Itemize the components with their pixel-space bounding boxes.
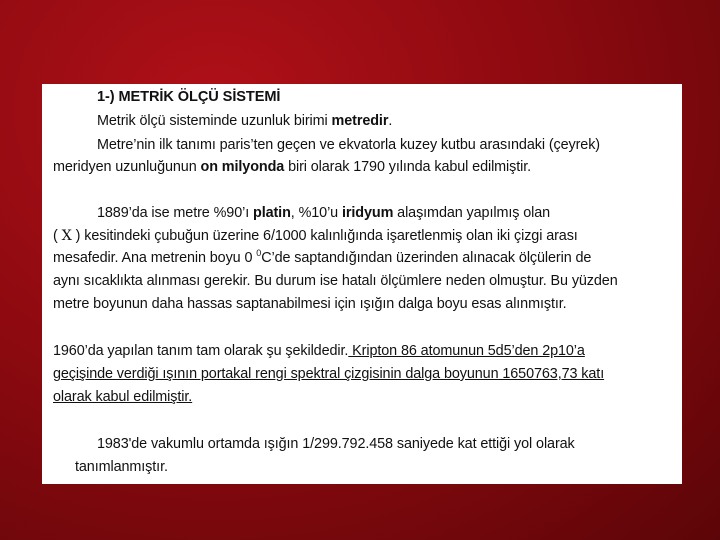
p3-line-2 (53, 227, 578, 245)
paragraph-1 (97, 112, 392, 130)
p2-line-1: Metre’nin ilk tanımı paris’ten geçen ve ekvatorla kuzey kutbu arasındaki (çeyrek) (97, 137, 601, 153)
p2-l2-a: meridyen uzunluğunun (53, 159, 201, 175)
p3-line-4: aynı sıcaklıkta alınması gerekir. Bu durum ise hatalı ölçümlere neden olmuştur. Bu yüzden (53, 273, 618, 289)
section-heading: 1-) METRİK ÖLÇÜ SİSTEMİ (97, 89, 281, 105)
p3-l2-b: ) kesitindeki çubuğun üzerine 6/1000 kalınlığında işaretlenmiş olan iki çizgi arası (71, 228, 578, 244)
p5-line-2: tanımlanmıştır. (75, 459, 168, 475)
p2-l2-c: biri olarak 1790 yılında kabul edilmiştir. (284, 159, 532, 175)
p3-l3-degree-sup: 0 (256, 248, 262, 258)
p4-line-1 (53, 342, 585, 360)
p3-line-5: metre boyunun daha hassas saptanabilmesi için ışığın dalga boyu esas alınmıştır. (53, 296, 567, 312)
p4-l1-underlined: Kripton 86 atomunun 5d5’den 2p10’a (348, 343, 585, 359)
p3-l1-e: alaşımdan yapılmış olan (393, 205, 551, 221)
p4-line-3: olarak kabul edilmiştir. (53, 389, 193, 405)
p3-l2-x-symbol: X (61, 228, 72, 244)
p3-l3-b: C’de saptandığından üzerinden alınacak ölçülerin de (261, 250, 592, 266)
p5-line-1: 1983'de vakumlu ortamda ışığın 1/299.792.458 saniyede kat ettiği yol olarak (97, 436, 575, 452)
p3-l2-a: ( (53, 228, 62, 244)
p4-l1-a: 1960’da yapılan tanım tam olarak şu şekildedir. (53, 343, 349, 359)
p2-line-2 (53, 158, 531, 176)
p3-line-1 (97, 204, 550, 222)
p3-l1-bold-iridyum: iridyum (341, 205, 394, 221)
p1-end: . (388, 113, 393, 129)
p1-text: Metrik ölçü sisteminde uzunluk birimi (97, 113, 332, 129)
p3-l1-c: , %10’u (290, 205, 342, 221)
p3-l3-a: mesafedir. Ana metrenin boyu 0 (53, 250, 257, 266)
p3-line-3 (53, 249, 591, 267)
p4-line-2: geçişinde verdiği ışının portakal rengi spektral çizgisinin dalga boyunun 1650763,73 katı (53, 366, 605, 382)
p1-bold: metredir (331, 113, 389, 129)
p3-l1-a: 1889’da ise metre %90’ı (97, 205, 253, 221)
p3-l1-bold-platin: platin (253, 205, 291, 221)
p2-l2-bold: on milyonda (200, 159, 285, 175)
